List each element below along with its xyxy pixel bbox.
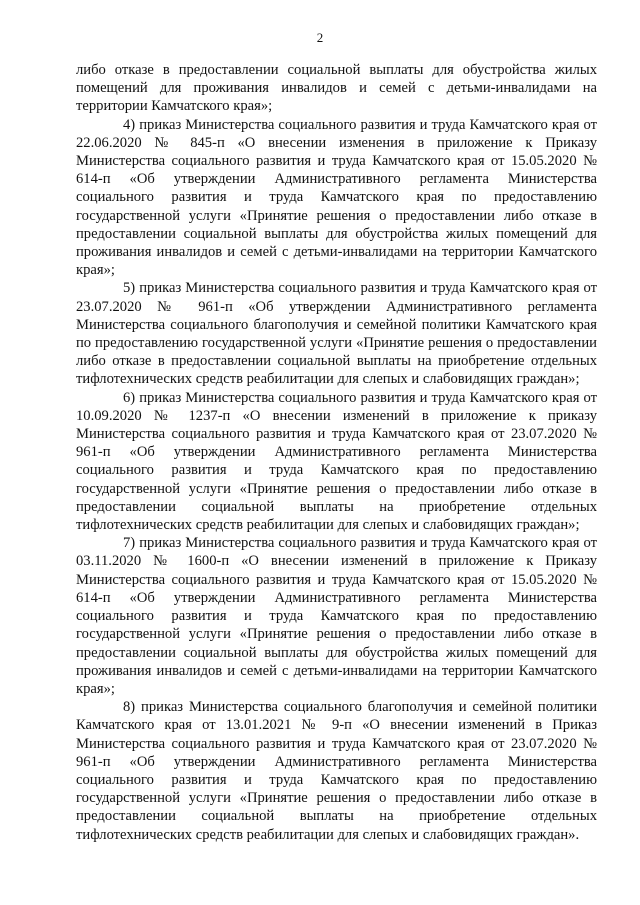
list-item-8: 8) приказ Министерства социального благополучия и семейной политики Камчатского края от 13.01.2021 № 9-п «О внесении изменений в Приказ Министерства социального развития и труда Камчатского края от 23.07.2020 № 961-п «Об утверждении Административного регламента Министерства социального развития и труда Камчатского края по предоставлению государственной услуги «Принятие решения о предоставлении либо отказе в предоставлении социальной выплаты на приобретение отдельных тифлотехнических средств реабилитации для слепых и слабовидящих граждан». [76, 699, 597, 843]
list-item-6: 6) приказ Министерства социального развития и труда Камчатского края от 10.09.2020 № 1237-п «О внесении изменений в приложение к приказу Министерства социального развития и труда Камчатского края от 23.07.2020 № 961-п «Об утверждении Административного регламента Министерства социального развития и труда Камчатского края по предоставлению государственной услуги «Принятие решения о предоставлении либо отказе в предоставлении социальной выплаты на приобретение отдельных тифлотехнических средств реабилитации для слепых и слабовидящих граждан»; [76, 389, 597, 534]
list-item-4: 4) приказ Министерства социального развития и труда Камчатского края от 22.06.2020 № 845-п «О внесении изменения в приложение к Приказу Министерства социального развития и труда Камчатского края от 15.05.2020 № 614-п «Об утверждении Административного регламента Министерства социального развития и труда Камчатского края по предоставлению государственной услуги «Принятие решения о предоставлении либо отказе в предоставлении социальной выплаты для обустройства жилых помещений для проживания инвалидов и семей с детьми-инвалидами на территории Камчатского края»; [76, 116, 597, 279]
document-body [76, 61, 597, 844]
list-item-5: 5) приказ Министерства социального развития и труда Камчатского края от 23.07.2020 № 961-п «Об утверждении Административного регламента Министерства социального благополучия и семейной политики Камчатского края по предоставлению государственной услуги «Принятие решения о предоставлении либо отказе в предоставлении социальной выплаты на приобретение отдельных тифлотехнических средств реабилитации для слепых и слабовидящих граждан»; [76, 280, 597, 388]
page-number: 2 [316, 30, 324, 45]
list-item-7: 7) приказ Министерства социального развития и труда Камчатского края от 03.11.2020 № 1600-п «О внесении изменений в приложение к Приказу Министерства социального развития и труда Камчатского края от 15.05.2020 № 614-п «Об утверждении Административного регламента Министерства социального развития и труда Камчатского края по предоставлению государственной услуги «Принятие решения о предоставлении либо отказе в предоставлении социальной выплаты для обустройства жилых помещений для проживания инвалидов и семей с детьми-инвалидами на территории Камчатского края»; [76, 535, 597, 697]
paragraph-continuation: либо отказе в предоставлении социальной выплаты для обустройства жилых помещений для проживания инвалидов и семей с детьми-инвалидами на территории Камчатского края»; [76, 62, 597, 115]
